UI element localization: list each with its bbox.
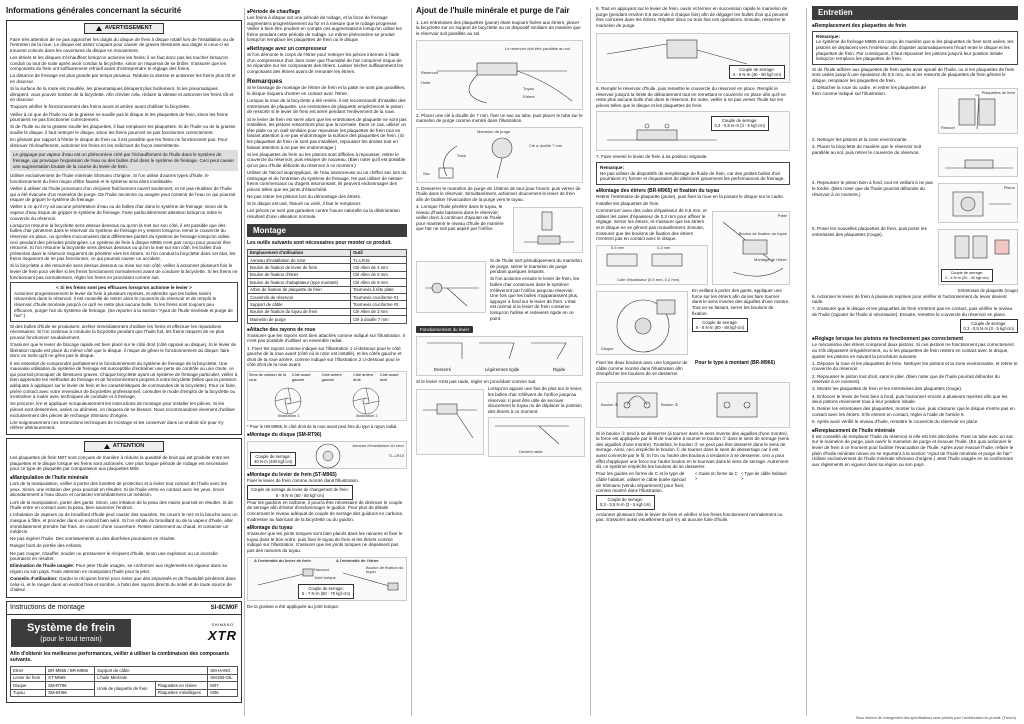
torque-value: 6 - 8 N·m (60 - 80 kgf·cm): [696, 324, 745, 330]
pistons-step: 4. Enfoncer le levier de frein bien à fond, puis l'actionner encore à plusieurs reprises afin que les deux pistons reviennent tous à leur position initiale.: [812, 393, 1008, 405]
air-box-title: < Si les freins sont peu efficaces lorsqu'on actionne le levier >: [56, 285, 192, 291]
table-cell: Boulon de fixation d'adaptateur (type montant): [248, 279, 351, 286]
table-cell: Support de câble: [248, 301, 351, 308]
table-cell: Clé à douille 7 mm: [350, 316, 406, 323]
etriers-torque-callout: [692, 318, 748, 332]
replace-step: 7. S'assurer que le disque et les plaquettes de frein n'entrent pas en contact, puis vérifier le niveau de l'huile (rajouter de l'huile si nécessaire). Ensuite, remettre le couvercle du réservoir en place.: [812, 306, 1013, 317]
table-row: [248, 294, 407, 301]
rayons-text: S'assurer que les rayons sont bien attachés comme indiqué sur l'illustration. Il n'est pas possible d'utiliser un ensemble radial.: [247, 332, 405, 344]
spoke-label: Côté avant droit: [379, 372, 399, 382]
table-cell: Clé Allen de 5 mm: [350, 279, 406, 286]
cover-title: Système de frein: [26, 622, 116, 635]
pistons-step: 3. Monter les plaquettes de frein et les entretoises des plaquettes (rouge).: [812, 386, 963, 392]
cover-title-box: [11, 619, 131, 647]
fig-tag: Boulon ②: [661, 401, 679, 407]
table-row: [11, 674, 238, 681]
caution-triangle-icon: [104, 444, 110, 449]
shim-illustration: [596, 245, 708, 285]
pistons-step: 6. Après avoir vérifié le niveau d'huile, remettre le couvercle du réservoir en place.: [812, 419, 979, 425]
oil-elimination-label: Elimination de l'huile usagée:: [10, 563, 75, 569]
fig-tag: Clé à douille 7 mm: [529, 142, 563, 148]
torque-label: Couple de serrage:: [950, 271, 983, 276]
footnote: Sous réserve de changement des spécifications sans préavis pour l'amélioration du produit. (French): [855, 715, 1016, 720]
reservoir-icon: [939, 148, 1019, 178]
table-cell: L'huile Minérale: [95, 674, 208, 681]
rayons-note: * Pour le HB-M965, le côté droit de la roue avant peut être du type à rayon radial.: [247, 423, 398, 429]
spoke-label: Côté arrière gauche: [321, 372, 342, 382]
nettoyage-text: Si l'on démonte le corps de l'étrier pour nettoyer les pièces internes à l'aide d'un compresseur d'air, bien noter que l'humidité de l'air comprimé risque de se répandre sur les composants des étriers. Laisser sécher suffisamment les composants des étriers avant de remonter les étriers.: [247, 52, 404, 74]
cover-doc-type: Instructions de montage: [10, 603, 85, 611]
rotor-part-label: Anneau d'installation du rotor: [352, 443, 404, 449]
wrench-tube-icon: [417, 128, 582, 182]
remarque-item: Si les plaquettes de frein ou les pistons sont difficiles à repousser, retirer le couvercle du réservoir, puis essayer de nouveau. (Bien noter qu'il est possible qu'un peu d'huile déborde du réservoir à ce moment.): [247, 151, 406, 168]
etriers-note: En veillant à porter des gants, appliquer une force sur les étriers afin de les faire tourner dans le sens inverse des aiguilles d'une montre. Tout en se faisant, serrer les boulons de fixation.: [692, 288, 790, 316]
table-cell: M07: [208, 682, 238, 689]
warning-triangle-icon: [96, 26, 102, 31]
fig-tag: Tube: [457, 152, 466, 158]
table-cell: SM-DB-OIL: [208, 674, 238, 681]
warning-bullet: Utiliser exclusivement de l'huile minérale Shimano d'origine. Si l'on utilise d'autres types d'huile, le fonctionnement du frein risque d'être faussé et le système sera alors inutilisable.: [10, 173, 209, 184]
fig-tag: Huile: [421, 79, 431, 85]
warning-header: [84, 23, 164, 34]
warning-bullet: Si la surface de la route est mouillée, les pneumatiques dérapent plus facilement. Si les pneumatiques dérapent, vous pouvez tomber de la bicyclette. Afin d'éviter cela, réduire la vitesse et actionner les freins tôt et en douceur.: [10, 86, 234, 103]
table-cell: Mamelon de purge: [248, 316, 351, 323]
table-cell: Unité de plaquette de frein: [95, 682, 155, 697]
remarque-item: Si le bossage de montage de l'étrier de frein et la patte ne sont pas parallèles, le disque risquera d'entrer en contact avec l'étrier.: [247, 85, 406, 97]
air-box-text: Actionner progressivement le levier de frein à plusieurs reprises, et attendre que les bulles soient retournées dans le réservoir. Il est conseillé de retirer alors le couvercle du réservoir et de remplir le réservoir d'huile minérale jusqu'à ce qu'il ne reste plus aucune bulle. Si les freins sont toujours peu efficaces, purger l'air du système de freinage. (Se reporter à la section "Ajout de l'huile minérale et purge de l'air".): [14, 290, 233, 319]
warning-bullet: Veiller à ce que de l'huile ou de la graisse ne souille pas le disque et les plaquettes de frein, sinon les freins pourraient ne pas fonctionner correctement.: [10, 111, 228, 123]
levier-torque-callout: [247, 485, 353, 499]
torque-label: Couple de serrage du levier de changement de frein:: [251, 487, 349, 493]
warning-bullet: Les étriers et les disques s'échauffent lorsqu'on actionne les freins; il ne faut donc pas les toucher lorsqu'on conduit ou tout de suite après avoir conduit la bicyclette, sinon on risquerait de se brûler. S'assurer que les composants du frein ont suffisamment refroidi avant d'entreprendre le réglage des freins.: [10, 54, 229, 72]
levier-note: Pour les guidons en carbone, il pourra être nécessaire de diminuer le couple de serrage afin d'éviter d'endommager le guidon. Pour plus de détails concernant le niveau adéquat de couple de serrage des guidons en carbone, s'adresser au fabricant de la bicyclette ou du guidon.: [247, 499, 404, 522]
final-note: Actionner plusieurs fois le levier de frein et vérifier si les freins fonctionnent normalement ou pas. S'assurer aussi visuellement qu'il n'y ait aucune fuite d'huile.: [596, 511, 783, 523]
fig-tag: Piston: [1003, 185, 1015, 191]
cover-panel: [6, 601, 242, 703]
column-divider: [411, 8, 412, 716]
tools-title: Les outils suivants sont nécessaires pour monter ce produit.: [247, 240, 392, 247]
bleed-step: 6. Remplir le réservoir d'huile, puis remettre le couvercle du réservoir en place. Remplir le réservoir jusqu'à la limite de débordement tout en remettant le couvercle en place afin qu'il ne reste plus aucune bulle d'air dans le réservoir. En outre, veiller à ne pas verser l'huile sur les pièces telles que le disque et les plaquettes de frein.: [596, 85, 786, 108]
torque-value: 40 N·m (400 kgf·cm): [254, 459, 293, 465]
replace-step: 2. Nettoyer les pistons et la zone environnante.: [812, 137, 908, 143]
torque-label: Couple de serrage:: [255, 453, 292, 459]
bleed-note: Si l'on actionne ensuite le levier de frein, les bulles d'air contenues dans le système s'élèveront par l'orifice jusqu'au réservoir. Une fois que les bulles n'apparaissent plus, appuyer à fond sur le levier de frein. L'état est normal si le levier de frein conserve lorsqu'on l'utilise et redevient rigide en ce point.: [490, 276, 580, 321]
fig-tag: Tuyau: [523, 85, 534, 91]
warning-bullet: Toujours vérifier le fonctionnement des freins avant et arrière avant d'utiliser la bicyclette.: [10, 104, 191, 110]
fig-tag: Boulon de fixation du tuyau: [738, 231, 787, 237]
replace-step: 4. Repousser le piston bien à fond, tout en veillant à ne pas le tordre. (Bien noter que de l'huile pourrait déborder du réservoir à ce moment.): [812, 180, 933, 197]
fig-tag: 0,2 mm: [657, 244, 671, 250]
fig-tag: Plaquettes de frein: [981, 90, 1015, 96]
huile-title: ■ Remplacement de l'huile minérale: [812, 428, 1018, 434]
table-cell: Boulon de fixation de levier de frein: [248, 264, 351, 271]
bleed-step: 1. Les entretoises des plaquettes (jaune) étant toujours fixées aux étriers, placer la bicyclette sur un support de bicyclette ou un dispositif similaire de manière que le réservoir soit parallèle au sol.: [416, 19, 581, 36]
pad-install-illustration: [938, 229, 1018, 285]
warning-label: AVERTISSEMENT: [104, 24, 153, 31]
replace-step: 1. Détacher la roue du cadre, et retirer les plaquettes de frein comme indiqué sur l'illustration.: [812, 85, 926, 96]
replace-step: 6. Actionner le levier de frein à plusieurs reprises pour vérifier si l'actionnement du levier devient raide.: [812, 293, 1007, 305]
table-header: Emplacement d'utilisation: [248, 249, 351, 256]
replace-title: ■ Remplacement des plaquettes de frein: [812, 23, 1018, 29]
table-cell: Boulon de fixation d'étrier: [248, 271, 351, 278]
torque-label: Couple de serrage:: [721, 118, 758, 124]
attention-header: [84, 441, 164, 452]
table-cell: Disque: [11, 682, 46, 689]
pad-removal-illustration: [938, 88, 1018, 134]
pistons-intro: Le mécanisme des étriers comprend deux pistons. Si ces pistons ne fonctionnent pas correctement ou s'ils dépassent irrégulièrement, ou si les plaquettes de frein restent en contact avec le disque, ajuster les pistons en suivant la procédure suivante.: [812, 342, 1014, 359]
guide-label: < Guide en forme de C >: [695, 471, 738, 482]
table-header: Outil: [350, 249, 406, 256]
table-cell: SM-RT96: [46, 682, 95, 689]
torque-value: 0,3 - 0,5 N·m (3 - 5 kgf·cm): [963, 326, 1014, 332]
guide-label: < Type de câble habituel >: [741, 471, 787, 482]
attention-text: Les plaquettes de frein M07 sont conçues de manière à réduire la quantité de bruit qui est produite entre les plaquettes et le disque lorsque les freins sont actionnés. Une plus longue période de rodage est nécessaire pour ce type de plaquette par comparaison aux plaquettes M06.: [10, 455, 230, 472]
oil-elimination-text: Pour jeter l'huile usagée, se conformer aux règlements en vigueur dans sa région ou son pays. Faire attention en manipulant l'huile pour la jeter.: [10, 563, 227, 575]
fig-tag: Sac: [423, 170, 430, 176]
oil-bottle-icon: [514, 208, 584, 254]
oil-storage-text: Garder le récipient fermé pour éviter que des impuretés et de l'humidité pénètrent dans celui-ci, et le ranger dans un endroit frais et sombre, à l'abri des rayons directs du soleil et de toute source de chaleur.: [10, 576, 236, 593]
remarque-item: Si le levier de frein est serré alors que les entretoises de plaquette ne sont pas installées, les pistons ressortiront plus que la normale. Dans ce cas, utiliser un tête plate ou un outil similaire pour repousser les plaquettes de frein tout en faisant attention à ne pas endommager la surface des plaquettes de frein. (Si les plaquettes de frein ne sont pas installées, repousser les droites tout en faisant attention à ne pas les endommager.): [247, 116, 407, 150]
brand-xtr: XTR: [208, 627, 237, 643]
torque-label: Couple de serrage:: [970, 321, 1007, 327]
etriers-text: Commencer avec des cales d'épaisseur de 0,5 mm, et utiliser les cales d'épaisseur de 0,2 mm pour affiner le réglage. Serrer les étriers, et s'assurer que les étriers et le disque ne se gênent pas mutuellement. Ensuite, s'assurer que les boulons de fixation des étriers n'entrent pas en contact avec le disque.: [596, 208, 707, 242]
table-cell: SM-BH96: [46, 689, 95, 696]
pistons-step: 1. Déposer la roue et les plaquettes de frein. Nettoyer les pistons et la zone environnante, et retirer le couvercle du réservoir.: [812, 360, 1018, 372]
bleed-note: Si le levier n'est pas raide, régler en procédant comme suit.: [416, 379, 537, 385]
fig-tag: Le réservoir doit être parallèle au sol.: [505, 45, 571, 51]
remarque-item: Les pièces ne sont pas garanties contre l'usure naturelle ou la détérioration résultant d'une utilisation normale.: [247, 208, 400, 220]
hose-tag: Raccord: [314, 566, 329, 572]
brand-logo: [208, 623, 237, 644]
rotor-icon: [298, 443, 358, 469]
column-caliper: [596, 6, 790, 524]
warning-bullet: Veiller à ce qu'il n'y ait aucune pénétration d'eau ou de bulles d'air dans le système de freinage, sinon de la vapeur d'eau risque de gripper le système de freinage. Faire particulièrement attention lorsqu'on retire le couvercle du réservoir.: [10, 204, 228, 221]
column-divider: [244, 8, 245, 716]
warning-bullet: Lire soigneusement ces instructions techniques de montage et les conserver dans un endroit sûr pour s'y référer ultérieurement.: [10, 419, 224, 431]
tools-table: [247, 249, 407, 324]
table-cell: Plaquettes en résine: [155, 682, 208, 689]
reservoir-cover-illustration: [596, 111, 790, 151]
oil-section-title: ■ Manipulation de l'huile minérale: [10, 475, 238, 481]
spoke-label: Côté arrière droit: [353, 372, 374, 382]
lever-shake-illustration: [416, 389, 484, 455]
spoke-label: Sens de rotation de la roue: [249, 372, 286, 382]
torque-value: 0,3 - 0,5 N·m (3 - 5 kgf·cm): [714, 123, 765, 129]
pistons-step: 5. Retirer les entretoises des plaquettes, monter la roue, puis s'assurer que le disque n'entre pas en contact avec les étriers. S'ils entrent en contact, régler à l'aide de l'article 6.: [812, 406, 1015, 417]
table-cell: TL-LR15: [350, 256, 406, 263]
adapter-wire-illustration: [596, 382, 790, 428]
fig-tag: Disque: [601, 346, 614, 352]
levier-text: Fixer le levier de frein comme montré dans l'illustration.: [247, 478, 360, 484]
oil-storage-label: Conseils d'utilisation:: [10, 576, 58, 582]
hose-end-label: A l'extrémité du levier de frein: [254, 557, 311, 563]
chauffage-text: Les freins à disque ont une période de rodage, et la force de freinage augmentera progressivement au fur et à mesure que le rodage progresse. Veiller à bien être prudent en compte ces augmentations lorsqu'on utilise les freins pendant cette période de rodage. Le même phénomène se produit lorsqu'on remplace les plaquettes de frein ou le disque.: [247, 15, 402, 43]
nettoyage-title: ■ Nettoyage avec un compresseur: [247, 46, 407, 52]
spacer-label: Entretoises de plaquette (rouge): [958, 288, 1018, 294]
remarques-title: Remarques: [247, 77, 283, 85]
remarque-box: [596, 162, 790, 185]
torque-value: 2 - 4 N·m (20 - 40 kgf·cm): [945, 275, 989, 280]
table-row: [248, 271, 407, 278]
warning-bullet: Il est essentiel de comprendre parfaitement le fonctionnement du système de freinage de la bicyclette. Une mauvaise utilisation du système de freinage est susceptible d'entraîner une perte de contrôle ou une chute, ce qui pourrait provoquer de blessures graves. Chaque bicyclette ayant un système de freinage particulier, veiller à bien apprendre les méthodes de freinage et de fonctionnement propres à votre bicyclette (telles que la pression adéquate à appliquer sur le levier de frein et les caractéristiques de commandes de la bicyclette). Pour ce faire, prière contact avec votre revendeur de bicyclettes professionnel, consulter le mode d'emploi de la bicyclette ou s'entraîner à rouler avec techniques de conduite et à freinage.: [10, 360, 238, 400]
rigid-lever-icon: [489, 418, 584, 448]
table-row: [248, 256, 407, 263]
warning-bullet: En glissant par rapport à l'étrier le disque de frein ou il est possible que les freins ne fonctionnent pas. Pour diminuer l'échauffement, actionner les freins en les relâchant de façon intermittente.: [10, 137, 228, 148]
fig-tag: Ressort: [941, 125, 955, 131]
reservoir-torque-callout: [960, 319, 1019, 333]
reservoir-illustration: [416, 40, 583, 110]
bleed-step: 4. Lorsque l'huile pénètre dans le tuyau, le niveau d'huile baissera dans le réservoir; veiller donc à continuer d'ajouter de l'huile pour maintenir le niveau d'huile de manière que l'air ne soit pas aspiré par l'orifice.: [416, 204, 504, 232]
illus-label: Illustration 2: [356, 413, 378, 419]
table-cell: Couvercle de réservoir: [248, 294, 351, 301]
chauffage-title: ■ Période de chauffage: [247, 9, 407, 15]
oil-pour-illustration: [513, 207, 583, 253]
rotor-torque-callout: [250, 452, 296, 466]
table-cell: Clé Allen de 4 mm: [350, 264, 406, 271]
replace-intro: Si de l'huile adhère aux plaquettes de frein après avoir ajouté de l'huile, ou si les plaquettes de frein sont usées jusqu'à une épaisseur de 0,5 mm, ou si les ressorts de plaquettes de frein gênent le disque, remplacer les plaquettes de frein.: [812, 66, 1015, 83]
bleed-nipple-illustration: [416, 127, 583, 183]
warning-bullet: S'assurer que le levier de blocage rapide est bien placé sur le côté droit (côté opposé au disque). Si le levier de libération rapide est placé du même côté que le disque, il risque de gêner le fonctionnement du disque; faire donc en sorte qu'il ne gêne pas le disque.: [10, 342, 237, 359]
bleed-step: 5. Tout en appuyant sur le levier de frein, ouvrir et fermer en succession rapide le mamelon de purge (pendant environ 0,5 seconde à chaque fois) afin de dégager les bulles d'air qui peuvent être coincées dans les étriers. Répéter deux ou trois fois ces opérations. Ensuite, resserrer le mamelon de purge.: [596, 6, 789, 28]
hose-tag: Joint torique: [314, 574, 336, 580]
table-row: [11, 667, 238, 674]
disc-rotation-illustration: [596, 291, 688, 355]
table-cell: Tournevis cruciforme #2: [350, 301, 406, 308]
column-bleeding: [416, 6, 583, 460]
replace-step: 3. Placer la bicyclette de manière que le réservoir soit parallèle au sol, puis retirer le couvercle du réservoir.: [812, 144, 922, 155]
pad-spacer-icon: [939, 230, 1019, 264]
tuyau-foot: De la graisse a été appliquée au joint torique.: [247, 603, 340, 609]
torque-label: Couple de serrage:: [702, 319, 738, 325]
attention-box: [6, 438, 242, 597]
table-cell: M06: [208, 689, 238, 696]
table-row: [248, 264, 407, 271]
montage-bar: Montage: [247, 224, 407, 238]
pads-torque-callout: [941, 269, 993, 282]
fig-tag: Devient raide: [519, 449, 543, 455]
table-row: [248, 308, 407, 315]
table-cell: Support de câble: [95, 667, 208, 674]
torque-label: Couple de serrage:: [739, 66, 775, 72]
tuyau-text: S'assurer que les joints toriques sont bien placés dans les rainures et fixer le tuyau dans le bon ordre, puis fixer le tuyau de frein et les étriers comme indiqué sur l'illustration. S'assurer que les joints toriques ne dépassent pas pas des rainures du tuyau.: [247, 531, 403, 553]
oil-bullet: L'inhalation de vapeurs ou de brouillard d'huile peut causer des nausées. Se couvrir le nez et la bouche avec un masque à filtre, et procéder dans un endroit bien aéré. Si l'on inhale du brouillard ou de la vapeur d'huile, aller immédiatement prendre l'air frais. Se couvrir d'une couverture. Rester calmement au chaud, et contacter un médecin.: [10, 512, 238, 535]
column-divider: [590, 8, 591, 716]
column-maintenance: [812, 6, 1018, 469]
fig-tag: Cale d'épaisseur (0,5 mm, 0,2 mm): [617, 276, 680, 282]
remarque-item: Utiliser de l'alcool isopropylique, de l'eau savonneuse ou un chiffon sec lors du nettoyage et de l'entretien du système de freinage. Ne pas utiliser de nettoie-freins commerciaux ou d'agent insonorisant, ils peuvent endommager des pièces telles que les joints d'étanchéité.: [247, 170, 407, 192]
hanger-text: Pour les guides en forme de C et le type de câble habituel, utiliser le câble butée spécial de Shimano (vendu séparément) pour fixer, comme montré dans l'illustration.: [596, 471, 686, 494]
remarque-item: Lorsque la roue de la bicyclette a été retirée, il est recommandé d'installer des entretoises de plaquette. Les entretoises de plaquette empêcheront le piston de ressortir si le levier de frein est serré pendant l'enlèvement de la roue.: [247, 98, 406, 115]
etriers-bullet: Installer les plaquettes de frein.: [596, 201, 660, 206]
torque-label: Couple de serrage:: [308, 586, 344, 592]
cover-intro: Afin d'obtenir les meilleures performances, veiller à utiliser la combinaison des composants suivants.: [10, 651, 230, 664]
combo-table: [10, 666, 238, 697]
bleed-torque-callout: [729, 65, 785, 79]
remarque-text: Le système de freinage M965 est conçu de manière que si les plaquettes de frein sont usées, les pistons se déplacent vers l'extérieur afin d'ajuster automatiquement l'écart entre le disque et les plaquettes de frein. Par conséquent, il faut repousser les pistons jusqu'à leur position initiale lorsqu'on remplace les plaquettes de frein.: [816, 39, 1014, 62]
table-cell: Tournevis cruciforme #1: [350, 294, 406, 301]
adapter-bolts-icon: [597, 383, 791, 427]
table-cell: Plaquettes métalliques: [155, 689, 208, 696]
warning-bullet: Veiller à utiliser de l'huile provenant d'un récipient fraîchement ouvert seulement, et ne pas réutiliser de l'huile qui a été évacuée d'un mamelon de purge. De l'huile ancienne ou usagée peut contenir de l'eau ce qui pourrait risquer de gripper le système de freinage.: [10, 185, 236, 203]
warning-bullet: Si de l'huile ou de la graisse souille les plaquettes, il faut remplacer les plaquettes. Si de l'huile ou de la graisse souille le disque, il faut nettoyer le disque, sinon les freins pourront ne pas fonctionner correctement.: [10, 124, 236, 136]
bleed-step: 3. Desserrer le mamelon de purge de 1/8ème de tour pour l'ouvrir, puis verser de l'huile dans le réservoir. Simultanément, actionner doucement le levier de frein afin de faciliter l'évacuation de la purge vers le tuyau.: [416, 185, 581, 202]
lever-reservoir-icon: [417, 390, 485, 450]
bleeding-heading: Ajout de l'huile minérale et purge de l'air: [416, 6, 570, 15]
table-row: [248, 316, 407, 323]
bolts-note: Fixer les deux boulons avec une longueur de câble comme montré dans l'illustration afin d'empêcher les boulons de se desserrer.: [596, 360, 688, 377]
table-cell: Clé Allen de 3 mm: [350, 308, 406, 315]
remarque-label: Remarque:: [816, 33, 840, 39]
hose-end-label: A l'extrémité de l'étrier: [336, 557, 379, 563]
rotor-tool-label: TL-LR15: [388, 453, 404, 459]
warning-bullet: Faire très attention de ne pas approcher les doigts du disque de frein à disque rotatif lors de l'installation ou de l'entretien de la roue. Le disque est assez coupant pour causer de graves blessures aux doigts si ceux-ci se trouvent coincés dans les ouvertures du disque en mouvement.: [10, 36, 235, 53]
pistons-title: ■ Réglage lorsque les pistons ne fonctionnent pas correctement: [812, 336, 1018, 342]
fig-tag: Mamelon de purge: [477, 128, 511, 134]
rayons-step: 1. Fixer les rayons comme indiqué sur l'illustration 1 ci-dessous pour le côté gauche de la roue avant (côté où le rotor est installé), et les côtés gauche et droit de la roue arrière, comme indiqué sur l'illustration 2 ci-dessous pour le côté droit de la roue avant.: [247, 345, 402, 368]
remarque-item: Ne pas retirer les pistons lors du démontage des étriers.: [247, 194, 362, 200]
remarque-item: Si le disque est usé, fissuré ou voilé, il faut le remplacer.: [247, 201, 362, 207]
safety-heading: Informations générales concernant la sécurité: [6, 6, 182, 15]
hose-illustration: [247, 557, 407, 601]
fig-tag: Réservoir: [421, 69, 439, 75]
cover-top-row: [7, 602, 241, 616]
cover-subtitle: (pour le tout terrain): [40, 635, 102, 643]
warning-bullet: Si la bicyclette a été retournée sens dessus dessous ou mise sur son côté, veiller à actionner plusieurs fois le levier de frein pour vérifier si les freins fonctionnent normalement avant de conduire la bicyclette. Si les freins ne fonctionnent pas normalement, régler les freins en procédant comme suit.: [10, 263, 238, 280]
table-cell: Boulon de fixation du tuyau de frein: [248, 308, 351, 315]
remarque-title: Remarque:: [600, 164, 624, 170]
fig-tag: Montage de l'étrier: [753, 257, 787, 263]
lever-positions-icon: [417, 337, 582, 365]
lever-state: Rigide: [553, 366, 566, 372]
table-row: [248, 286, 407, 293]
oil-bullet: Lors de la manipulation, porter des gants. Sinon, une irritation de la peau des mains pourrait en résulter. Si de l'huile entre en contact avec la peau, bien savonner l'endroit.: [10, 499, 233, 511]
attention-label: ATTENTION: [112, 443, 145, 450]
warning-box: [6, 20, 242, 436]
cover-body: [7, 615, 241, 651]
oil-bullet: Ne pas couper, chauffer, souder ou pressuriser le récipient d'huile, sinon une explosion ou un incendie pourraient en résulter.: [10, 550, 218, 562]
fig-tag: 0,5 mm: [611, 244, 625, 250]
torque-value: 4 - 6 N·m (40 - 60 kgf·cm): [732, 71, 781, 77]
rotor-illustration: [247, 441, 407, 469]
table-cell: Levier de frein: [11, 674, 46, 681]
rayons-title: ■ Attache des rayons de roue: [247, 327, 407, 333]
tuyau-title: ■ Montage du tuyau: [247, 525, 407, 531]
table-cell: Clé Allen de 5 mm: [350, 271, 406, 278]
adapter-text: Si le boulon ① tend à se desserrer (à tourner dans le sens inverse des aiguilles d'une montre), la force est appliquée par le fil de manière à tourner le boulon ② dans le sens de serrage (sens des aiguilles d'une montre). Toutefois, le boulon ② ne peut pas être desserré dans le sens de serrage. Ainsi, ceci empêche le boulon ① de tourner dans le sens de desserrage car il est aussi connecté par le fil. Si l'on ou l'autre des boulons a tendance à se desserrer, ceci a pour effet d'appliquer une force sur l'autre boulon en le tournant dans le sens de serrage. Autrement dit, ce système empêche les boulons de se desserrer.: [596, 430, 790, 470]
bleed-step: 7. Faire revenir le levier de frein à sa position originale.: [596, 154, 708, 160]
column-safety: [6, 6, 242, 703]
caliper-frame-icon: [713, 212, 791, 286]
lever-pump-illustration: [416, 261, 486, 313]
fig-tag: Boulon ①: [601, 401, 619, 407]
hanger-torque-callout: [596, 495, 655, 509]
lever-hand-icon: [417, 262, 487, 314]
fig-tag: Patte: [777, 213, 787, 219]
oil-bullet: Ranger hors de portée des enfants.: [10, 543, 83, 549]
bleed-note: Lorsqu'on appuie une fois de plus sur le levier, les bulles d'air s'élèvent de l'orifice jusqu'au réservoir. Il peut être utile de secouer doucement le tuyau ou de déplacer la position des étriers à ce moment.: [488, 386, 583, 414]
warning-bullet: Si des bulles d'huile se produisent, arrêter immédiatement d'utiliser les freins et effectuer les réparations nécessaires. Si l'on continue à conduire la bicyclette pendant que l'huile fuit, les freins risquent de ne plus pouvoir fonctionner soudainement.: [10, 323, 225, 340]
caliper-bleed-illustration: [596, 33, 790, 83]
spoke-label: Côté avant gauche: [291, 372, 311, 382]
hose-torque-callout: [298, 584, 354, 598]
table-cell: Tournevis à tête plate: [350, 286, 406, 293]
rigid-lever-illustration: [488, 417, 585, 457]
lever-func-label: Fonctionnement du levier: [416, 326, 473, 333]
warning-bullet: Lorsqu'on retourne la bicyclette sens dessus dessous ou qu'on la met sur son côté, il est possible que des bulles d'air pénètrent dans le réservoir du système de freinage et y restent lorsqu'on remet le couvercle du réservoir en place, ou qu'elles s'accumulent dans différentes parties du système de freinage lorsqu'on utilise ceci pendant des périodes prolongées. Le système de frein à disque M965 n'est pas conçu pour pouvoir être retourné. Si l'on retourne la bicyclette sens dessus dessous ou qu'on la met sur son côté, les bulles d'air présentes dans le réservoir risqueront de pénétrer vers les étriers. Si l'on conduit la bicyclette dans cet état, les freins risqueront de ne pas fonctionner, ce qui pourrait causer un accident.: [10, 222, 236, 262]
table-cell: Etrier: [11, 667, 46, 674]
warning-bullet: Se procurer, lire et appliquer scrupuleusement les instructions de montage pour installer les pièces. Si les pièces sont desserrées, usées ou abîmées, on risquera de se blesser. Nous recommandons vivement d'utiliser exclusivement des pièces de rechange Shimano d'origine.: [10, 401, 236, 418]
reservoir-open-illustration: [938, 147, 1018, 177]
remarque-box: [812, 31, 1018, 65]
table-cell: Tuyau: [11, 689, 46, 696]
caliper-mount-illustration: [712, 211, 790, 285]
spoke-diagram: [247, 371, 407, 421]
illus-label: Illustration 1: [278, 413, 300, 419]
wheel-hub-illustration: [248, 383, 406, 417]
torque-value: 0,3 - 0,5 N·m (3 - 5 kgf·cm): [600, 502, 651, 508]
replace-step: 5. Poser les nouvelles plaquettes de frein, puis poser les entretoises des plaquettes (rouge).: [812, 226, 927, 237]
type-mount-title: Pour le type à montant (BR-M966): [695, 360, 776, 367]
table-header-row: [248, 249, 407, 256]
entretien-bar: Entretien: [812, 6, 1018, 20]
lever-states-illustration: [416, 336, 583, 376]
etriers-title: ■ Montage des étriers (BR-M965) et fixation du tuyau: [596, 188, 790, 194]
cover-doc-code: SI-8CM0F: [210, 604, 238, 611]
table-row: [248, 279, 407, 286]
oil-bullet: Lors de la manipulation, veiller à porter des lunettes de protection et à éviter tout contact de l'huile avec les yeux. Sinon, une irritation des yeux pourrait en résulter. Si de l'huile entre en contact avec les yeux, rincer abondamment à l'eau douce et contacter immédiatement un médecin.: [10, 481, 227, 498]
fig-tag: Etriers: [523, 93, 535, 99]
table-row: [11, 682, 238, 689]
lever-state: Légèrement rigide: [484, 366, 520, 372]
brand-shimano: SHIMANO: [211, 621, 234, 627]
hose-tag: Boulon de fixation du tuyau: [366, 564, 404, 575]
lever-state: Desserré: [433, 366, 452, 372]
table-cell: Anneau d'installation du rotor: [248, 256, 351, 263]
pistons-step: 2. Repousser le piston tout droit, sans le plier. (Bien noter que de l'huile pourrait déborder du réservoir à ce moment).: [812, 373, 1000, 385]
bleed-note: Si de l'huile sort périodiquement du mamelon de purge, serrer le mamelon de purge pendant quelques instants.: [490, 258, 582, 275]
levier-title: ■ Montage du levier de frein (ST-M965): [247, 472, 407, 478]
bleed-step: 2. Placer une clé à douille de 7 mm, fixer un sac au tube, puis placer le tube sur le mamelon de purge comme montré dans l'illustration.: [416, 112, 583, 124]
huile-text: Il est conseillé de remplacer l'huile du réservoir si elle est très décolorée. Fixer un tube avec un sac sur le mamelon de purge, puis ouvrir le mamelon de purge et évacuer l'huile. (En quoi actionner le levier de frein à ce moment pour faciliter l'évacuation de l'huile. Après avoir évacué l'huile, refaire le plein d'huile minérale neuve en se reportant à la section "Ajout de l'huile minérale et purge de l'air". Utiliser exclusivement de l'huile minérale Shimano d'origine.) Jeter l'huile usagée en se conformant aux règlements en vigueur dans sa région ou son pays.: [812, 433, 1014, 467]
torque-value: 5 - 7 N·m (50 - 70 kgf·cm): [302, 591, 351, 597]
reservoir-torque-callout: [711, 116, 770, 130]
oil-bullet: Ne pas ingérer l'huile. Des vomissements ou des diarrhées pourraient en résulter.: [10, 536, 176, 542]
piston-push-illustration: [938, 183, 1018, 223]
table-cell: SM-HANG: [208, 667, 238, 674]
warning-bullet: La distance de freinage est plus grande par temps pluvieux. Réduire la vitesse et actionner les freins plus tôt et en douceur.: [10, 73, 236, 84]
air-bubble-box: [10, 282, 238, 322]
torque-label: Couple de serrage:: [607, 497, 644, 503]
vapor-lock-note: Le grippage par vapeur d'eau est un phénomène créé par l'échauffement de l'huile dans le système de freinage, qui provoque l'expansion de l'eau ou des bulles d'air dans le système de freinage. Ceci peut causer une augmentation brutale de la course du levier de frein.: [10, 150, 238, 171]
remarque-text: Ne pas utiliser de dispositifs de remplissage de fluide de frein, car des petites bulles d'air pourraient s'y former et risqueraient de détériorer gravement les performances de freinage.: [600, 170, 785, 182]
table-row: [248, 301, 407, 308]
column-divider: [806, 8, 807, 716]
table-cell: Arbre de fixation de plaquette de frein: [248, 286, 351, 293]
etriers-bullet: Retirer l'entretoise de plaquette (jaune), puis fixer la roue en la posant le disque sur le cadre.: [596, 193, 785, 199]
table-cell: ST-M965: [46, 674, 95, 681]
disque-title: ■ Montage du disque (SM-RT96): [247, 432, 407, 438]
table-cell: BR-M965 / BR-M966: [46, 667, 95, 674]
torque-value: 6 - 8 N·m (60 - 80 kgf·cm): [275, 492, 324, 498]
column-mounting: [247, 6, 407, 611]
